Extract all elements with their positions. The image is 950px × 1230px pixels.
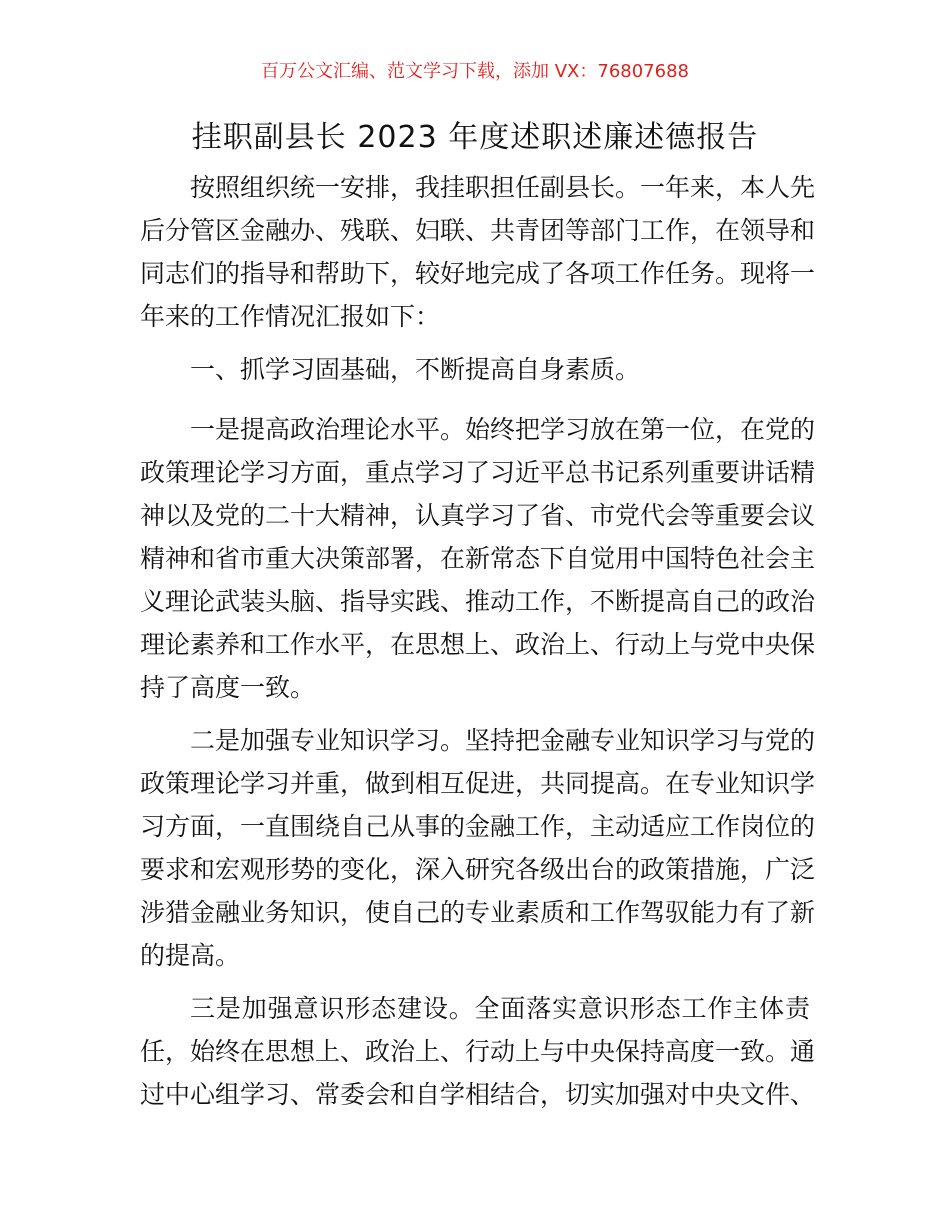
text-line: 要求和宏观形势的变化，深入研究各级出台的政策措施，广泛: [140, 855, 816, 884]
text-line: 过中心组学习、常委会和自学相结合，切实加强对中央文件、: [140, 1080, 816, 1109]
paragraph: [140, 408, 816, 709]
paragraph: [140, 166, 816, 338]
paragraph: [140, 987, 816, 1116]
text-line: 二是加强专业知识学习。坚持把金融专业知识学习与党的: [190, 726, 816, 755]
text-line: 一、抓学习固基础，不断提高自身素质。: [190, 355, 641, 384]
section-heading: [140, 348, 810, 391]
paragraph: [140, 719, 816, 977]
text-line: 习方面，一直围绕自己从事的金融工作，主动适应工作岗位的: [140, 812, 816, 841]
text-line: 神以及党的二十大精神，认真学习了省、市党代会等重要会议: [140, 501, 816, 530]
document-body: [140, 166, 816, 1126]
text-line: 精神和省市重大决策部署，在新常态下自觉用中国特色社会主: [140, 544, 816, 573]
text-line: 涉猎金融业务知识，使自己的专业素质和工作驾驭能力有了新: [140, 898, 816, 927]
text-line: 政策理论学习并重，做到相互促进，共同提高。在专业知识学: [140, 769, 816, 798]
text-line: 年来的工作情况汇报如下：: [140, 302, 441, 331]
text-line: 三是加强意识形态建设。全面落实意识形态工作主体责: [190, 994, 810, 1023]
text-line: 持了高度一致。: [140, 673, 316, 702]
text-line: 理论素养和工作水平，在思想上、政治上、行动上与党中央保: [140, 630, 816, 659]
text-line: 的提高。: [140, 941, 241, 970]
text-line: 一是提高政治理论水平。始终把学习放在第一位，在党的: [190, 415, 816, 444]
text-line: 后分管区金融办、残联、妇联、共青团等部门工作，在领导和: [140, 216, 816, 245]
text-line: 任，始终在思想上、政治上、行动上与中央保持高度一致。通: [140, 1037, 816, 1066]
text-line: 同志们的指导和帮助下，较好地完成了各项工作任务。现将一: [140, 259, 816, 288]
document-title: 挂职副县长 2023 年度述职述廉述德报告: [191, 120, 759, 155]
text-line: 政策理论学习方面，重点学习了习近平总书记系列重要讲话精: [140, 458, 816, 487]
watermark-contact: 百万公文汇编、范文学习下载，添加 VX：76807688: [261, 61, 689, 82]
text-line: 义理论武装头脑、指导实践、推动工作，不断提高自己的政治: [140, 587, 816, 616]
text-line: 按照组织统一安排，我挂职担任副县长。一年来，本人先: [190, 173, 816, 202]
